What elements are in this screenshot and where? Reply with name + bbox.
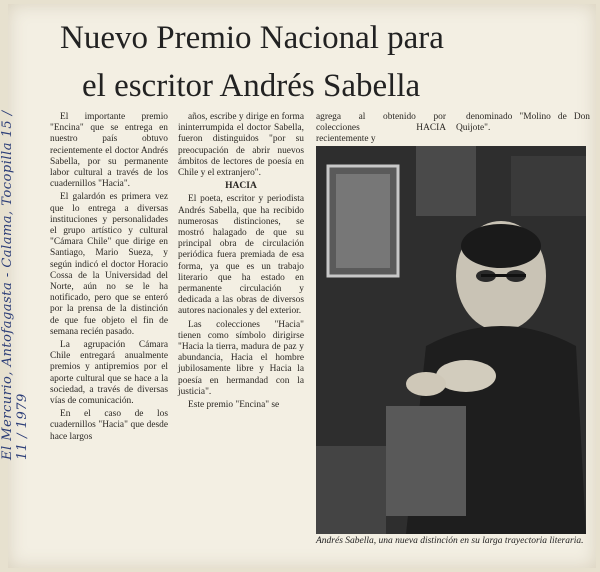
paragraph: En el caso de los cuadernillos "Hacia" que desde hace largos (50, 409, 168, 442)
portrait-photo (316, 146, 586, 534)
paragraph: denominado "Molino de Don Quijote". (456, 112, 590, 134)
handwritten-note: El Mercurio, Antofagasta - Calama, Tocopilla 15 / 11 / 1979 (0, 110, 30, 460)
article-column-2 (178, 112, 304, 411)
photo-caption: Andrés Sabella, una nueva distinción en su larga trayectoria literaria. (316, 536, 584, 546)
paragraph: El poeta, escritor y periodista Andrés Sabella, que ha recibido numerosas distinciones, se mostró halagado de que su principal obra de circulación periódica fuera premiada de esa forma, ya que es un trabajo literario que ha estado en permanente circulación y dedicada a las obras de diversos autores nacionales y del exterior. (178, 194, 304, 317)
paragraph: agrega al obtenido por colecciones HACIA recientemente y (316, 112, 446, 145)
paragraph: Este premio "Encina" se (188, 400, 280, 411)
headline (60, 14, 580, 110)
paragraph: años, escribe y dirige en forma ininterrumpida el doctor Sabella, fueron distinguidos "por su preocupación de abrir nuevos ámbitos de lectores de poesía en Chile y el extranjero". (178, 112, 304, 179)
article-column-1 (50, 112, 168, 442)
article-column-3 (316, 112, 446, 145)
headline-line-2: el escritor Andrés Sabella (82, 68, 421, 104)
headline-line-1: Nuevo Premio Nacional para (60, 20, 444, 56)
article-column-4 (456, 112, 590, 142)
paragraph: La agrupación Cámara Chile entregará anualmente premios y antipremios por el aporte cultural que se hace a la sociedad, a través de diversas vías de comunicación. (50, 340, 168, 407)
paragraph: El importante premio "Encina" que se entrega en nuestro país obtuvo recientemente el doctor Andrés Sabella, por su permanente labor cultural a través de los cuadernillos "Hacia". (50, 112, 168, 190)
paragraph: El galardón es primera vez que lo entrega a diversas instituciones y personalidades el grupo artístico y cultural "Cámara Chile" que dirige en Santiago, Mario Sueza, y según indicó el doctor Horacio Cossa de la Universidad del Norte, aún no se le ha notificado, pero que se enteró por la prensa de la distinción de que fue objeto el fin de semana recién pasado. (50, 192, 168, 337)
paragraph: Las colecciones "Hacia" tienen como símbolo dirigirse "Hacia la tierra, madura de paz y abundancia, Hacia el hombre jubilosamente libre y Hacia la poesía en hermandad con la justicia". (178, 319, 304, 397)
portrait-illustration (316, 146, 586, 534)
subhead: HACIA (225, 181, 257, 192)
